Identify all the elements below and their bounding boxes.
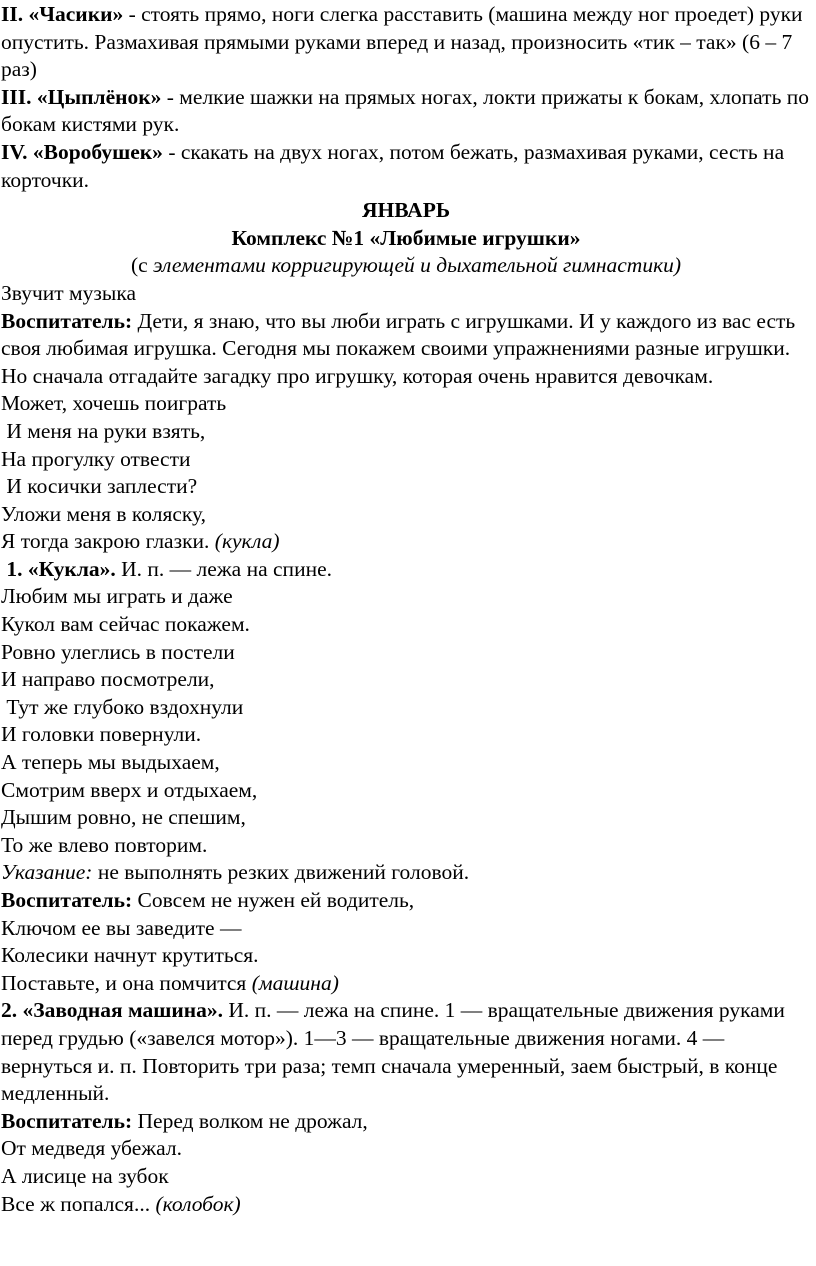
exercise-car [1,997,811,1107]
exercise-name: 1. «Кукла». [6,556,116,581]
poem-line: От медведя убежал. [1,1136,182,1161]
teacher-label: Воспитатель: [1,1108,133,1133]
exercise-name: 2. «Заводная машина». [1,998,224,1023]
riddle-answer: (машина) [251,970,339,995]
poem-line: Ровно улеглись в постели [1,639,235,664]
poem-line: Я тогда закрою глазки. (кукла) [1,529,280,554]
poem-line: Все ж попался... (колобок) [1,1191,241,1216]
exercise-description: - стоять прямо, ноги слегка расставить (машина между ног проедет) руки опустить. Размахивая прямыми руками вперед и назад, произносить «тик – так» (6 – 7 раз) [1,2,803,82]
poem-line: Смотрим вверх и отдыхаем, [1,777,258,802]
subtitle-open: (с [130,253,154,278]
poem-line: И косички заплести? [1,474,198,499]
poem-line: Кукол вам сейчас покажем. [1,612,250,637]
poem-line: И головки повернули. [1,722,202,747]
poem-line: На прогулку отвести [1,446,191,471]
instruction-note [1,859,811,887]
exercise-number: II. [1,2,29,26]
teacher-intro [1,308,811,391]
poem-line: Тут же глубоко вздохнули [1,694,244,719]
poem-doll [1,583,811,859]
complex-heading: Комплекс №1 «Любимые игрушки» [231,225,581,250]
poem-line: Может, хочешь поиграть [1,391,227,416]
riddle-car [1,887,811,997]
poem-line: А теперь мы выдыхаем, [1,750,220,775]
exercise-name: «Часики» [28,2,124,26]
poem-line: Любим мы играть и даже [1,584,233,609]
paragraph-chick [1,84,811,139]
exercise-description: - скакать на двух ногах, потом бежать, размахивая руками, сесть на корточки. [1,139,785,192]
poem-line: Уложи меня в коляску, [1,501,207,526]
poem-line: И меня на руки взять, [1,418,206,443]
exercise-doll [1,556,811,584]
exercise-name: «Цыплёнок» [36,84,162,109]
riddle-doll [1,390,811,556]
exercise-number: III. [1,84,37,109]
exercise-description: И. п. — лежа на спине. [115,556,332,581]
music-cue: Звучит музыка [1,280,136,305]
paragraph-clock [1,1,811,84]
riddle-kolobok [1,1108,811,1218]
poem-line: Колесики начнут крутиться. [1,943,259,968]
note-text: не выполнять резких движений головой. [92,860,470,885]
paragraph-sparrow [1,139,811,194]
poem-line: Воспитатель: Совсем не нужен ей водитель, [1,888,415,912]
teacher-speech: Дети, я знаю, что вы люби играть с игрушками. И у каждого из вас есть своя любимая игрушка. Сегодня мы покажем своими упражнениями разные игрушки. Но сначала отгадайте загадку про игрушку, которая очень нравится девочкам. [1,308,796,388]
subtitle-italic: элементами корригирующей и дыхательной гимнастики) [153,253,682,278]
complex-subtitle [1,252,811,280]
poem-line: Дышим ровно, не спешим, [1,805,246,830]
poem-line: Ключом ее вы заведите — [1,915,242,940]
poem-line: А лисице на зубок [1,1163,169,1188]
poem-line: То же влево повторим. [1,832,208,857]
poem-line: Воспитатель: Перед волком не дрожал, [1,1108,368,1133]
poem-line: И направо посмотрели, [1,667,215,692]
exercise-description: - мелкие шажки на прямых ногах, локти прижаты к бокам, хлопать по бокам кистями рук. [1,84,810,137]
exercise-description: И. п. — лежа на спине. 1 — вращательные движения руками перед грудью («завелся мотор»). 1—3 — вращательные движения ногами. 4 — вернуться и. п. Повторить три раза; темп сначала умеренный, заем быстрый, в конце медленный. [1,998,785,1106]
teacher-label: Воспитатель: [1,308,133,333]
note-label: Указание: [1,860,93,885]
month-heading: ЯНВАРЬ [361,198,451,223]
exercise-name: «Воробушек» [32,139,163,164]
riddle-answer: (колобок) [155,1191,241,1216]
teacher-label: Воспитатель: [1,888,133,912]
poem-line: Поставьте, и она помчится (машина) [1,970,339,995]
riddle-answer: (кукла) [214,529,280,554]
exercise-number: IV. [1,139,33,164]
